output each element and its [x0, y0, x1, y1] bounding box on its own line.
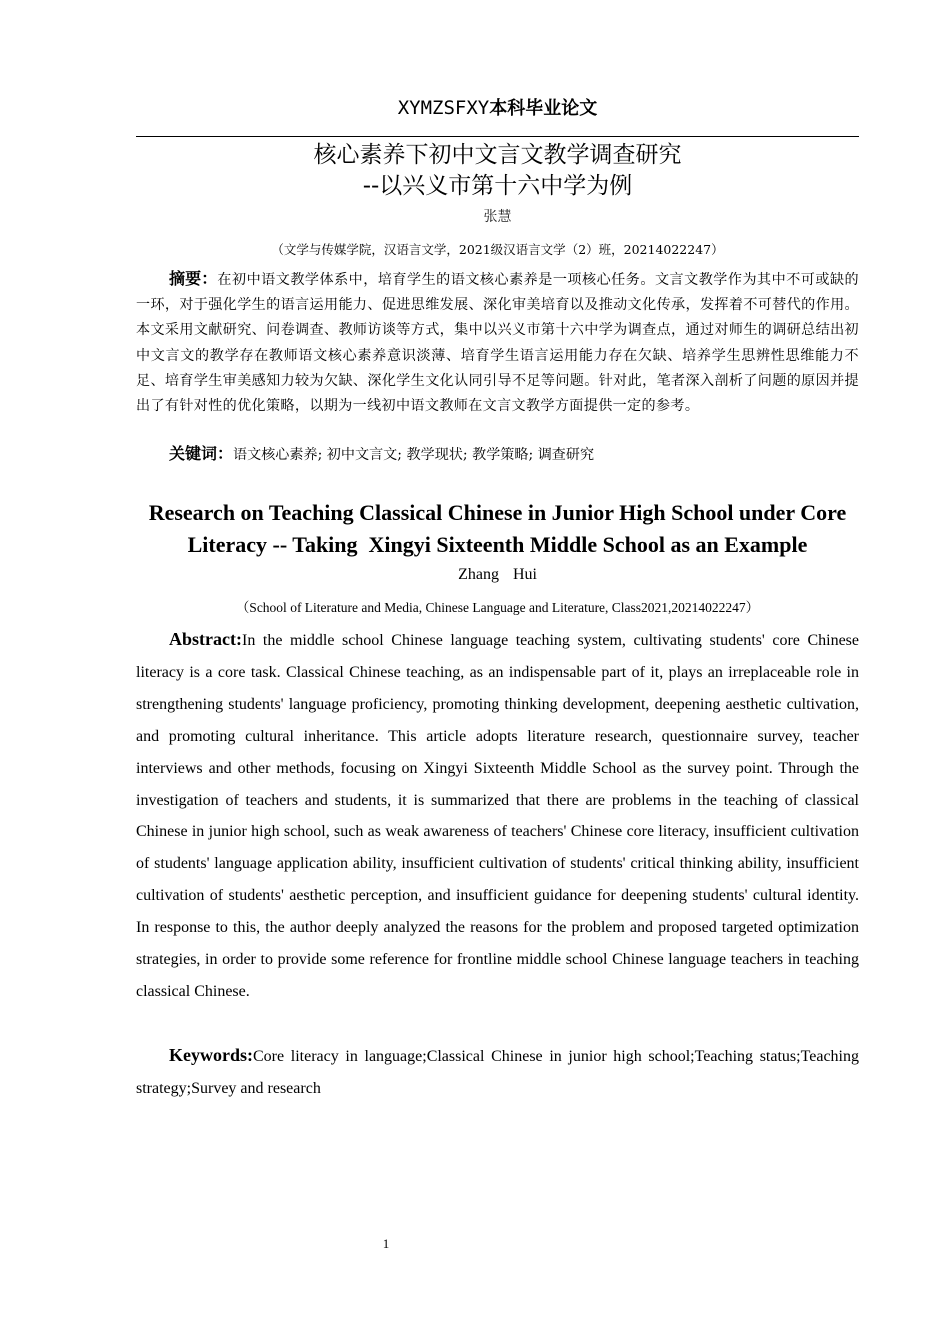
chinese-author: 张慧: [483, 209, 512, 225]
chinese-keywords-label: 关键词：: [169, 444, 234, 463]
header-rule: [136, 136, 859, 137]
chinese-title: [136, 140, 859, 202]
english-keywords-label: Keywords:: [169, 1045, 253, 1065]
chinese-title-line2: --以兴义市第十六中学为例: [362, 173, 633, 199]
english-abstract-text: In the middle school Chinese language teaching system, cultivating students' core Chinese literacy is a core task. Classical Chinese teaching, as an indispensable part of it, plays an irreplaceable role in strengthening students' language proficiency, promoting thinking development, deepening aesthetic cultivation, and promoting cultural inheritance. This article adopts literature research, questionnaire survey, teacher interviews and other methods, focusing on Xingyi Sixteenth Middle School as the survey point. Through the investigation of teachers and students, it is summarized that there are problems in the teaching of classical Chinese in junior high school, such as weak awareness of teachers' Chinese core literacy, insufficient cultivation of students' language application ability, insufficient cultivation of students' critical thinking ability, insufficient cultivation of students' aesthetic perception, and insufficient guidance for deepening students' cultural identity. In response to this, the author deeply analyzed the reasons for the problem and proposed targeted optimization strategies, in order to provide some reference for frontline middle school Chinese language teachers in teaching classical Chinese.: [136, 632, 859, 1000]
chinese-keywords-text: 语文核心素养; 初中文言文; 教学现状; 教学策略; 调查研究: [233, 447, 595, 463]
english-affiliation: （School of Literature and Media, Chinese Language and Literature, Class2021,20214022247）: [235, 600, 760, 615]
english-author: Zhang Hui: [458, 566, 537, 583]
running-header: [136, 93, 859, 123]
page-number: 1: [382, 1236, 390, 1251]
english-keywords-text: Core literacy in language;Classical Chinese in junior high school;Teaching status;Teaching strategy;Survey and research: [136, 1048, 859, 1097]
header-code: XYMZSFXY: [397, 97, 490, 119]
english-title-line1: Research on Teaching Classical Chinese in Junior High School under Core: [148, 500, 847, 525]
chinese-abstract-label: 摘要：: [169, 269, 218, 288]
chinese-abstract: [136, 266, 859, 419]
chinese-abstract-text: 在初中语文教学体系中，培育学生的语文核心素养是一项核心任务。文言文教学作为其中不可或缺的一环，对于强化学生的语言运用能力、促进思维发展、深化审美培育以及推动文化传承，发挥着不可替代的作用。本文采用文献研究、问卷调查、教师访谈等方式，集中以兴义市第十六中学为调查点，通过对师生的调研总结出初中文言文的教学存在教师语文核心素养意识淡薄、培育学生语言运用能力存在欠缺、培养学生思辨性思维能力不足、培育学生审美感知力较为欠缺、深化学生文化认同引导不足等问题。针对此，笔者深入剖析了问题的原因并提出了有针对性的优化策略，以期为一线初中语文教师在文言文教学方面提供一定的参考。: [136, 272, 859, 415]
english-abstract-label: Abstract:: [169, 629, 242, 649]
chinese-title-line1: 核心素养下初中文言文教学调查研究: [313, 142, 682, 168]
chinese-keywords: [136, 441, 859, 468]
header-label: 本科毕业论文: [489, 98, 598, 119]
english-abstract: [136, 624, 859, 1008]
english-title-line2: Literacy -- Taking Xingyi Sixteenth Middle School as an Example: [187, 532, 808, 557]
chinese-affiliation: （文学与传媒学院，汉语言文学，2021级汉语言文学（2）班，20214022247）: [271, 242, 724, 257]
english-title: [136, 497, 859, 561]
english-keywords: [136, 1039, 859, 1105]
